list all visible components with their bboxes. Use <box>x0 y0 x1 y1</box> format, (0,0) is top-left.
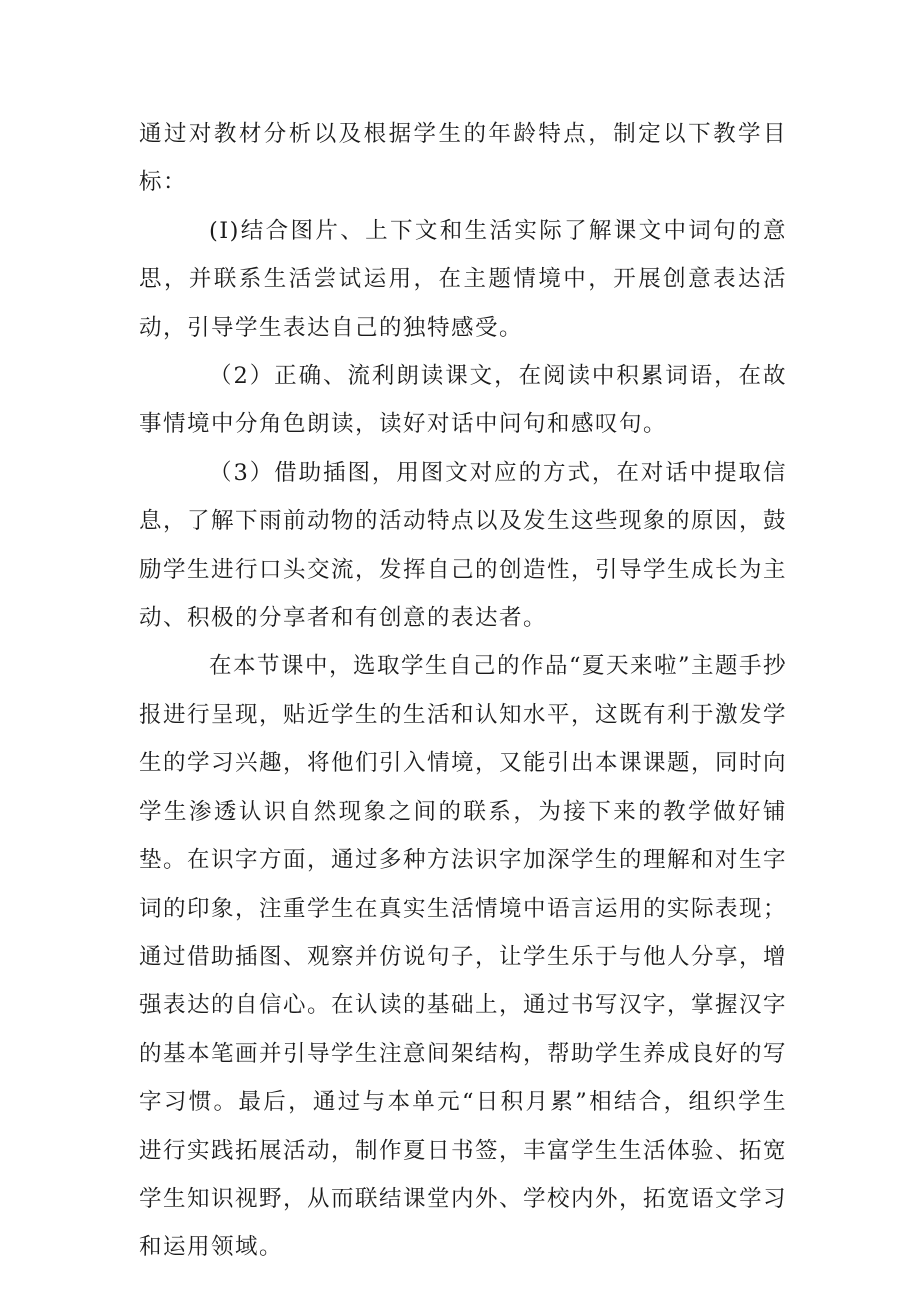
paragraph-goal-3: （3）借助插图，用图文对应的方式，在对话中提取信息，了解下雨前动物的活动特点以及发生这些现象的原因，鼓励学生进行口头交流，发挥自己的创造性，引导学生成长为主动、积极的分享者和有创意的表达者。 <box>139 459 788 632</box>
document-body <box>139 110 787 1272</box>
paragraph-lesson-design: 在本节课中，选取学生自己的作品“夏天来啦”主题手抄报进行呈现，贴近学生的生活和认知水平，这既有利于激发学生的学习兴趣，将他们引入情境，又能引出本课课题，同时向学生渗透认识自然现象之间的联系，为接下来的教学做好铺垫。在识字方面，通过多种方法识字加深学生的理解和对生字词的印象，注重学生在真实生活情境中语言运用的实际表现；通过借助插图、观察并仿说句子，让学生乐于与他人分享，增强表达的自信心。在认读的基础上，通过书写汉字，掌握汉字的基本笔画并引导学生注意间架结构，帮助学生养成良好的写字习惯。最后，通过与本单元“日积月累”相结合，组织学生进行实践拓展活动，制作夏日书签，丰富学生生活体验、拓宽学生知识视野，从而联结课堂内外、学校内外，拓宽语文学习和运用领域。 <box>139 653 788 1261</box>
paragraph-goal-2: （2）正确、流利朗读课文，在阅读中积累词语，在故事情境中分角色朗读，读好对话中问句和感叹句。 <box>139 363 787 438</box>
paragraph-goal-1: (I)结合图片、上下文和生活实际了解课文中词句的意思，并联系生活尝试运用，在主题情境中，开展创意表达活动，引导学生表达自己的独特感受。 <box>139 217 787 341</box>
paragraph-intro: 通过对教材分析以及根据学生的年龄特点，制定以下教学目标： <box>139 121 787 196</box>
